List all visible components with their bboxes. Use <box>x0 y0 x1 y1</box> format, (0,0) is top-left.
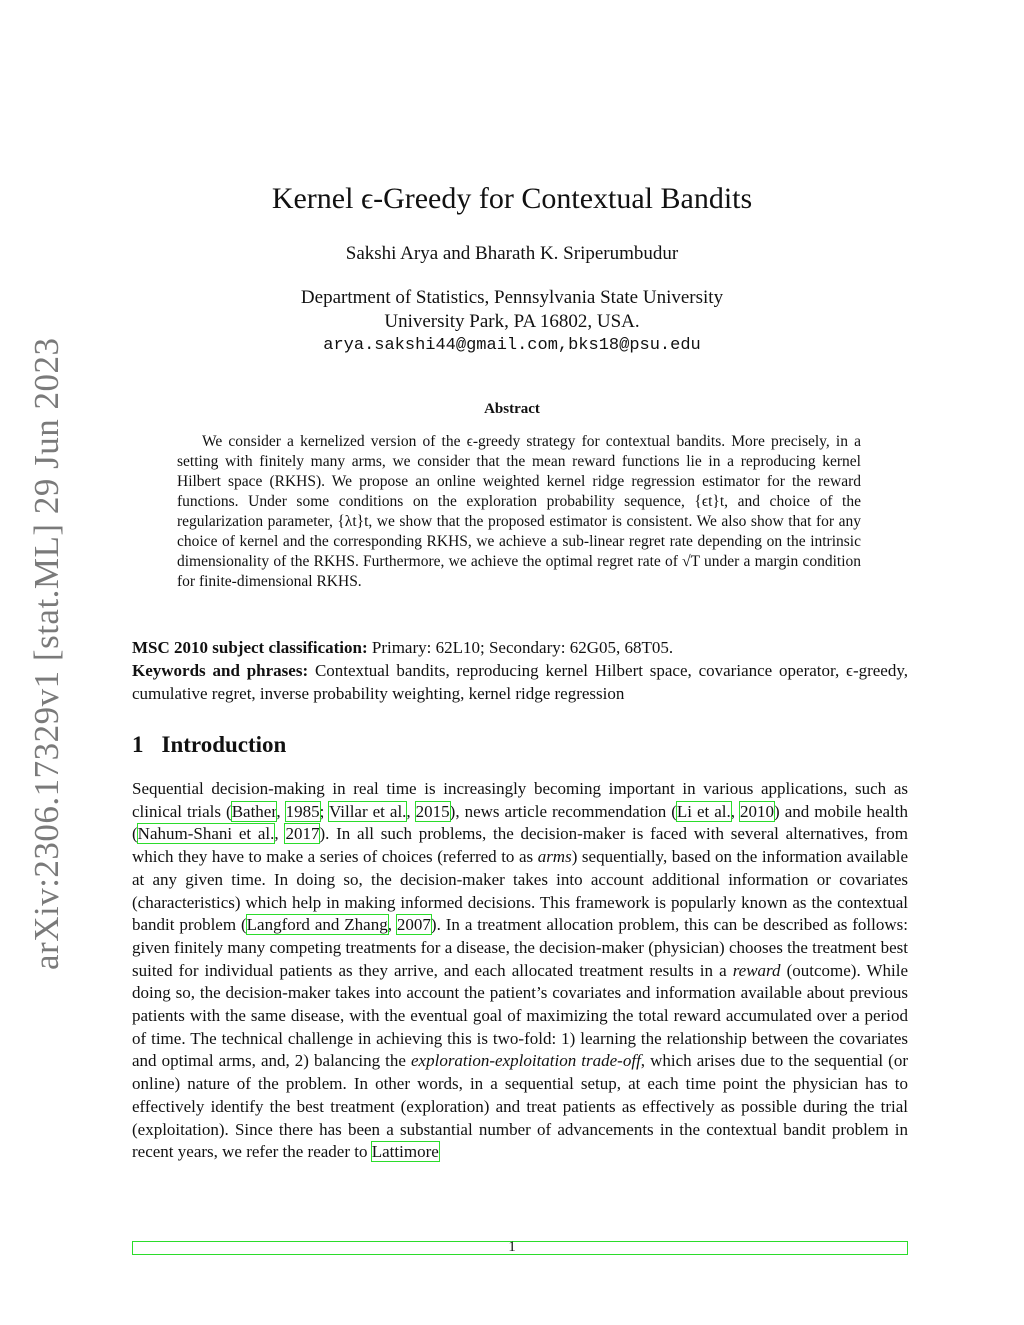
keywords-text: Contextual bandits, reproducing kernel Hilbert space, covariance operator, ϵ-greedy, cumulative regret, inverse probability weighting, kernel ridge regression <box>132 661 908 703</box>
affiliation <box>0 286 1024 358</box>
classification-block <box>132 636 908 705</box>
introduction-paragraph <box>132 778 908 1164</box>
arxiv-sidebar-stamp <box>22 337 72 970</box>
citation-link[interactable]: Langford and Zhang <box>246 915 388 935</box>
intro-text-run: (outcome). While doing so, the decision-maker takes into account the patient’s covariates and information available about previous patients with the same disease, with the eventual goal of maximizing the total reward accumulated over a period of time. The technical challenge in achieving this is two-fold: 1) learning the relationship between the covariates and optimal arms, and, 2) balancing the <box>132 960 908 1071</box>
citation-link[interactable]: Villar et al. <box>329 801 407 821</box>
intro-text-run: , <box>406 801 416 821</box>
citation-link[interactable]: Nahum-Shani et al. <box>137 824 275 844</box>
abstract-text: We consider a kernelized version of the ϵ-greedy strategy for contextual bandits. More precisely, in a setting with finitely many arms, we consider that the mean reward functions lie in a reproducing kernel Hilbert space (RKHS). We propose an online weighted kernel ridge regression estimator for the reward functions. Under some conditions on the exploration probability sequence, {ϵt}t, and choice of the regularization parameter, {λt}t, we show that the proposed estimator is consistent. We also show that for any choice of kernel and the corresponding RKHS, we achieve a sub-linear regret rate depending on the intrinsic dimensionality of the RKHS. Furthermore, we achieve the optimal regret rate of √T under a margin condition for finite-dimensional RKHS. <box>177 433 861 590</box>
msc-label: MSC 2010 subject classification: <box>132 638 368 657</box>
page-number: 1 <box>508 1239 516 1255</box>
intro-text-run: ; <box>319 801 329 821</box>
citation-link[interactable]: 2015 <box>415 801 450 821</box>
intro-text-run: , which arises due to the sequential (or online) nature of the problem. In other words, in a sequential setup, at each time point the physician has to effectively identify the best treatment (exploration) and treat patients as effectively as possible during the trial (exploitation). Since there has been a substantial number of advancements in the contextual bandit problem in recent years, we refer the reader to <box>132 1051 908 1162</box>
intro-text-run: , <box>274 824 286 844</box>
intro-text <box>132 778 908 1164</box>
arxiv-identifier: arXiv:2306.17329v1 [stat.ML] 29 Jun 2023 <box>27 337 66 970</box>
msc-text: Primary: 62L10; Secondary: 62G05, 68T05. <box>371 638 674 657</box>
citation-link[interactable]: 2017 <box>285 824 320 844</box>
paper-title: Kernel ϵ-Greedy for Contextual Bandits <box>271 182 753 215</box>
keywords-line <box>132 659 908 705</box>
intro-text-run: ) and mobile health ( <box>132 801 909 844</box>
emphasis-term: reward <box>732 960 781 980</box>
intro-text-run: , <box>730 801 741 821</box>
section-title: Introduction <box>161 732 287 757</box>
intro-text-run: Sequential decision-making in real time is increasingly becoming important in various applications, such as clinical trials ( <box>132 779 908 821</box>
intro-text-run: , <box>387 915 397 935</box>
citation-link[interactable]: Bather <box>231 801 277 821</box>
affiliation-address: University Park, PA 16802, USA. <box>384 311 640 332</box>
section-number: 1 <box>132 732 144 757</box>
intro-text-run: ). In all such problems, the decision-maker is faced with several alternatives, from which they have to make a series of choices (referred to as <box>132 824 909 867</box>
emphasis-term: exploration-exploitation trade-off <box>411 1051 641 1071</box>
keywords-label: Keywords and phrases: <box>132 661 309 680</box>
citation-link[interactable]: 1985 <box>285 801 320 821</box>
msc-line <box>132 636 908 659</box>
citation-link[interactable]: 2007 <box>396 915 431 935</box>
abstract-body <box>177 432 861 592</box>
section-heading <box>132 732 286 758</box>
intro-text-run: ) sequentially, based on the information available at any given time. In doing so, the decision-maker takes into account additional information or covariates (characteristics) which help in making informed decisions. This framework is popularly known as the contextual bandit problem ( <box>132 847 909 935</box>
citation-link[interactable]: 2010 <box>740 801 775 821</box>
citation-link[interactable]: Li et al. <box>676 801 731 821</box>
intro-text-run: , <box>276 801 286 821</box>
emphasis-term: arms <box>537 847 572 867</box>
affiliation-department: Department of Statistics, Pennsylvania State University <box>300 287 724 308</box>
intro-text-run: ), news article recommendation ( <box>449 801 677 821</box>
abstract-heading: Abstract <box>484 401 540 417</box>
paper-authors: Sakshi Arya and Bharath K. Sriperumbudur <box>345 243 679 264</box>
author-emails: arya.sakshi44@gmail.com,bks18@psu.edu <box>323 336 701 355</box>
citation-link[interactable]: Lattimore <box>371 1142 439 1162</box>
intro-text-run: ). In a treatment allocation problem, this can be described as follows: given finitely many competing treatments for a disease, the decision-maker (physician) chooses the treatment best suited for individual patients as they arrive, and each allocated treatment results in a <box>132 915 908 980</box>
